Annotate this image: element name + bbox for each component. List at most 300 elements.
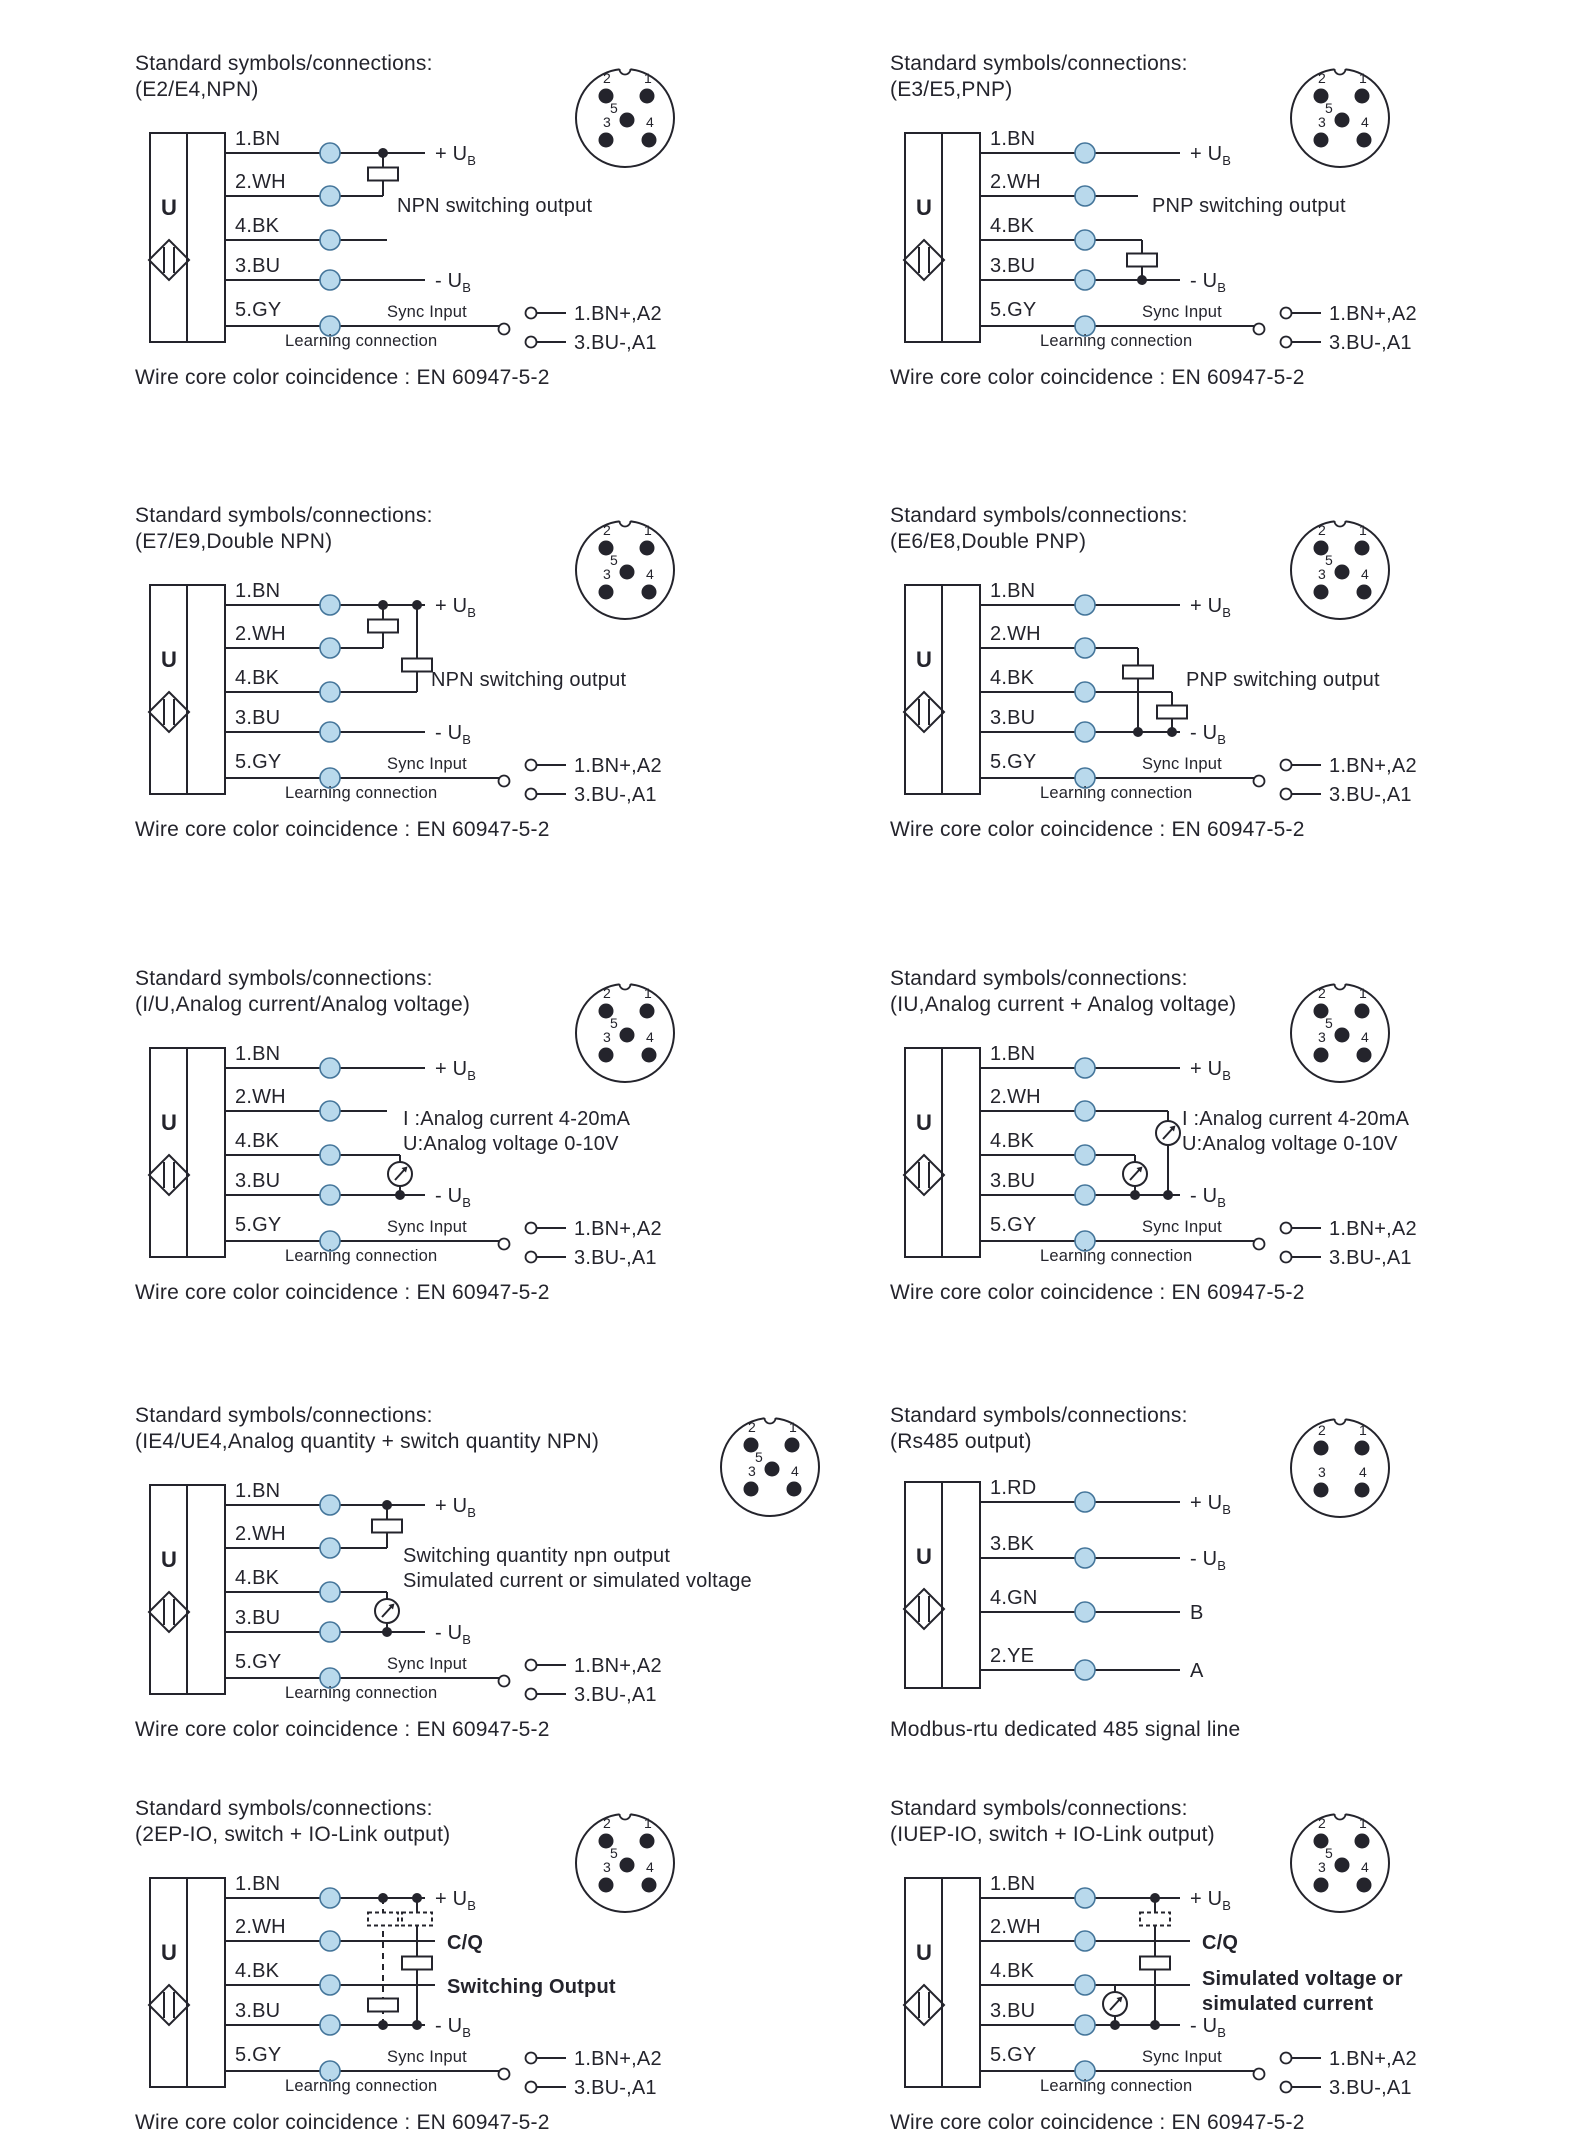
connector-pin (1335, 1028, 1350, 1043)
junction-dot (378, 2020, 388, 2030)
pin-number: 2 (603, 1815, 611, 1831)
panel-subtitle: (Rs485 output) (890, 1430, 1032, 1453)
wire-label: 3.BU (990, 2000, 1036, 2022)
panel-rs485-output (890, 1400, 1587, 1760)
pin-number: 1 (1359, 522, 1367, 538)
resistor (402, 659, 432, 672)
junction-dot (395, 1190, 405, 1200)
annotation: U:Analog voltage 0-10V (1182, 1133, 1398, 1155)
contact-label: 3.BU-,A1 (574, 1247, 657, 1269)
connection-terminal (1075, 143, 1095, 163)
diagram-e6-e8-double-pnp (890, 500, 1587, 860)
junction-dot (412, 600, 422, 610)
sensor-diamond (904, 692, 944, 732)
sensor-diamond (904, 1155, 944, 1195)
sync-end-circle (1254, 2069, 1265, 2080)
wire-label: 4.BK (235, 1130, 280, 1152)
wire-label: 1.BN (990, 128, 1036, 150)
wire-end-label: + $U_B$ (1190, 1492, 1232, 1517)
contact-circle (1281, 1252, 1292, 1263)
junction-dot (412, 1893, 422, 1903)
contact-circle (526, 1660, 537, 1671)
wire-label: 4.BK (235, 667, 280, 689)
pin-number: 5 (1325, 100, 1333, 116)
resistor (1140, 1913, 1170, 1926)
connection-terminal (320, 270, 340, 290)
panel-subtitle: (I/U,Analog current/Analog voltage) (135, 993, 471, 1016)
wire-end-label: + $U_B$ (435, 1888, 477, 1913)
diagram-iuep-io-switch-iolink (890, 1793, 1587, 2153)
contact-circle (526, 308, 537, 319)
wire-label: 4.BK (990, 1960, 1035, 1982)
connection-terminal (1075, 1602, 1095, 1622)
diagram-e3-e5-pnp (890, 48, 1587, 408)
junction-dot (1110, 2020, 1120, 2030)
wire-label: 3.BU (235, 1170, 281, 1192)
connector-pinout (1291, 64, 1389, 168)
wire-label: 2.WH (990, 623, 1041, 645)
sensor-diamond (149, 1592, 189, 1632)
pin-number: 2 (1318, 985, 1326, 1001)
junction-dot (1150, 2020, 1160, 2030)
sync-input-label: Sync Input (387, 1218, 467, 1236)
connector-pin (640, 1004, 655, 1019)
connector-pin (1314, 1441, 1329, 1456)
footer-label: Wire core color coincidence : EN 60947-5-2 (890, 1281, 1305, 1304)
connection-terminal (320, 638, 340, 658)
pin-number: 2 (748, 1419, 756, 1435)
sync-wire-label: 5.GY (235, 2044, 282, 2066)
pin-number: 2 (1318, 1422, 1326, 1438)
panel-subtitle: (E2/E4,NPN) (135, 78, 259, 101)
connection-terminal (320, 1931, 340, 1951)
meter-icon (1123, 1162, 1147, 1186)
panel-e7-e9-double-npn (135, 500, 835, 860)
learning-connection-label: Learning connection (1040, 2077, 1193, 2095)
contact-label: 3.BU-,A1 (1329, 332, 1412, 354)
connection-terminal (1075, 1660, 1095, 1680)
connector-pin (620, 1028, 635, 1043)
learning-connection-label: Learning connection (285, 2077, 438, 2095)
meter-icon (388, 1162, 412, 1186)
sensor-diamond (149, 240, 189, 280)
panel-e3-e5-pnp (890, 48, 1587, 408)
annotation: Simulated current or simulated voltage (403, 1570, 752, 1592)
connection-terminal (320, 1888, 340, 1908)
wire-label: 1.BN (235, 1043, 281, 1065)
connector-pin (640, 541, 655, 556)
panel-title: Standard symbols/connections: (890, 1797, 1188, 1820)
pin-number: 3 (1318, 1029, 1326, 1045)
connection-terminal (1075, 1975, 1095, 1995)
connector-pinout (1291, 1414, 1389, 1518)
connector-pin (1357, 1048, 1372, 1063)
sensor-label: U (915, 195, 933, 220)
pin-number: 4 (646, 1029, 654, 1045)
footer-label: Wire core color coincidence : EN 60947-5-2 (890, 818, 1305, 841)
pin-number: 1 (1359, 1815, 1367, 1831)
wire-label: 2.WH (235, 1916, 286, 1938)
junction-dot (1150, 1893, 1160, 1903)
connection-terminal (1075, 1145, 1095, 1165)
sensor-label: U (160, 1940, 178, 1965)
sync-wire-label: 5.GY (235, 1214, 282, 1236)
contact-label: 1.BN+,A2 (1329, 303, 1417, 325)
connector-pin (640, 1834, 655, 1849)
diagram-2ep-io-switch-iolink (135, 1793, 835, 2153)
connection-terminal (1075, 1185, 1095, 1205)
sensor-diamond (904, 240, 944, 280)
connection-terminal (1075, 230, 1095, 250)
contact-label: 3.BU-,A1 (574, 2077, 657, 2099)
contact-label: 3.BU-,A1 (574, 784, 657, 806)
resistor (402, 1957, 432, 1970)
learning-connection-label: Learning connection (285, 784, 438, 802)
junction-dot (378, 148, 388, 158)
contact-label: 1.BN+,A2 (574, 1218, 662, 1240)
contact-circle (1281, 789, 1292, 800)
wire-end-label: - $U_B$ (435, 1185, 472, 1210)
resistor (1127, 254, 1157, 267)
diagram-rs485-output (890, 1400, 1587, 1760)
connection-terminal (1075, 270, 1095, 290)
sync-input-label: Sync Input (387, 303, 467, 321)
panel-2ep-io-switch-iolink (135, 1793, 835, 2153)
wire-label: 4.BK (235, 1960, 280, 1982)
sync-end-circle (499, 1239, 510, 1250)
connector-pinout (1291, 1809, 1389, 1913)
pin-number: 1 (644, 985, 652, 1001)
wire-end-label: + $U_B$ (1190, 595, 1232, 620)
panel-title: Standard symbols/connections: (135, 1404, 433, 1427)
meter-icon (375, 1599, 399, 1623)
contact-circle (1281, 760, 1292, 771)
wire-end-label: A (1190, 1660, 1204, 1682)
wire-label: 2.WH (235, 1523, 286, 1545)
resistor (372, 1520, 402, 1533)
wire-end-label: + $U_B$ (435, 595, 477, 620)
connector-pin (1314, 585, 1329, 600)
pin-number: 4 (1361, 566, 1369, 582)
sensor-label: U (160, 1547, 178, 1572)
meter-icon (1103, 1992, 1127, 2016)
panel-subtitle: (IUEP-IO, switch + IO-Link output) (890, 1823, 1215, 1846)
sync-input-label: Sync Input (1142, 2048, 1222, 2066)
junction-dot (1163, 1190, 1173, 1200)
wire-end-label: - $U_B$ (1190, 722, 1227, 747)
resistor (368, 1913, 398, 1926)
annotation: Switching Output (447, 1976, 616, 1998)
wire-end-label: - $U_B$ (1190, 270, 1227, 295)
resistor (368, 1999, 398, 2012)
connector-pin (640, 89, 655, 104)
panel-title: Standard symbols/connections: (890, 504, 1188, 527)
connection-terminal (1075, 682, 1095, 702)
wire-end-label: B (1190, 1602, 1204, 1624)
sync-end-circle (1254, 324, 1265, 335)
connector-pin (642, 585, 657, 600)
connection-terminal (1075, 2015, 1095, 2035)
connection-terminal (320, 722, 340, 742)
connector-face (1291, 1419, 1389, 1517)
pin-number: 2 (1318, 1815, 1326, 1831)
pin-number: 4 (791, 1463, 799, 1479)
diagram-i-u-analog-current-voltage (135, 963, 835, 1323)
sync-end-circle (499, 776, 510, 787)
connector-pin (785, 1438, 800, 1453)
connection-terminal (320, 2015, 340, 2035)
contact-circle (526, 337, 537, 348)
connection-terminal (1075, 1548, 1095, 1568)
contact-circle (526, 2053, 537, 2064)
connector-pin (620, 565, 635, 580)
panel-title: Standard symbols/connections: (135, 52, 433, 75)
panel-subtitle: (E6/E8,Double PNP) (890, 530, 1087, 553)
connector-pin (1357, 1878, 1372, 1893)
annotation: C/Q (1202, 1932, 1239, 1954)
pin-number: 3 (603, 1029, 611, 1045)
junction-dot (378, 1893, 388, 1903)
pin-number: 5 (610, 1845, 618, 1861)
wire-label: 4.GN (990, 1587, 1038, 1609)
resistor (368, 620, 398, 633)
sync-end-circle (1254, 776, 1265, 787)
contact-circle (1281, 2082, 1292, 2093)
footer-label: Wire core color coincidence : EN 60947-5-2 (890, 2111, 1305, 2134)
wire-label: 3.BK (990, 1533, 1035, 1555)
wire-label: 4.BK (235, 215, 280, 237)
contact-circle (1281, 308, 1292, 319)
pin-number: 1 (789, 1419, 797, 1435)
pin-number: 2 (1318, 522, 1326, 538)
panel-iuep-io-switch-iolink (890, 1793, 1587, 2153)
connection-terminal (1075, 638, 1095, 658)
contact-circle (526, 1223, 537, 1234)
panel-title: Standard symbols/connections: (890, 967, 1188, 990)
contact-circle (526, 1689, 537, 1700)
wire-label: 1.BN (990, 1043, 1036, 1065)
annotation: U:Analog voltage 0-10V (403, 1133, 619, 1155)
pin-number: 3 (748, 1463, 756, 1479)
sync-input-label: Sync Input (1142, 755, 1222, 773)
wire-label: 2.WH (990, 171, 1041, 193)
wire-label: 3.BU (235, 707, 281, 729)
sync-wire-label: 5.GY (235, 1651, 282, 1673)
pin-number: 3 (1318, 566, 1326, 582)
pin-number: 1 (1359, 70, 1367, 86)
panel-subtitle: (IU,Analog current + Analog voltage) (890, 993, 1237, 1016)
pin-number: 5 (755, 1449, 763, 1465)
connection-terminal (320, 143, 340, 163)
contact-label: 1.BN+,A2 (1329, 755, 1417, 777)
wire-label: 3.BU (235, 2000, 281, 2022)
pin-number: 5 (610, 552, 618, 568)
connector-pin (1355, 89, 1370, 104)
wire-end-label: - $U_B$ (1190, 1548, 1227, 1573)
wire-end-label: - $U_B$ (1190, 1185, 1227, 1210)
panel-title: Standard symbols/connections: (135, 1797, 433, 1820)
contact-label: 1.BN+,A2 (574, 1655, 662, 1677)
wire-end-label: + $U_B$ (435, 1058, 477, 1083)
junction-dot (382, 1500, 392, 1510)
connector-pin (1335, 113, 1350, 128)
diagram-e7-e9-double-npn (135, 500, 835, 860)
learning-connection-label: Learning connection (285, 1684, 438, 1702)
connection-terminal (320, 1538, 340, 1558)
connector-pin (599, 1048, 614, 1063)
wire-label: 3.BU (990, 1170, 1036, 1192)
wire-label: 4.BK (990, 1130, 1035, 1152)
sync-wire-label: 5.GY (990, 751, 1037, 773)
connector-pin (744, 1482, 759, 1497)
contact-label: 3.BU-,A1 (574, 332, 657, 354)
panel-subtitle: (E7/E9,Double NPN) (135, 530, 333, 553)
sensor-diamond (149, 1155, 189, 1195)
connection-terminal (1075, 722, 1095, 742)
contact-label: 3.BU-,A1 (574, 1684, 657, 1706)
sync-input-label: Sync Input (1142, 303, 1222, 321)
connection-terminal (320, 1495, 340, 1515)
connector-pin (1355, 1834, 1370, 1849)
sensor-diamond (904, 1985, 944, 2025)
connector-pin (765, 1462, 780, 1477)
panel-e2-e4-npn (135, 48, 835, 408)
connector-pin (620, 1858, 635, 1873)
sync-wire-label: 5.GY (990, 2044, 1037, 2066)
sensor-label: U (915, 1544, 933, 1569)
pin-number: 5 (610, 100, 618, 116)
contact-label: 3.BU-,A1 (1329, 784, 1412, 806)
annotation: PNP switching output (1186, 669, 1380, 691)
footer-label: Modbus-rtu dedicated 485 signal line (890, 1718, 1241, 1741)
wire-label: 4.BK (990, 215, 1035, 237)
panel-subtitle: (E3/E5,PNP) (890, 78, 1013, 101)
learning-connection-label: Learning connection (1040, 784, 1193, 802)
annotation: I :Analog current 4-20mA (1182, 1108, 1410, 1130)
wire-end-label: - $U_B$ (1190, 2015, 1227, 2040)
contact-label: 1.BN+,A2 (574, 2048, 662, 2070)
pin-number: 1 (644, 1815, 652, 1831)
sync-input-label: Sync Input (387, 2048, 467, 2066)
connector-pin (599, 133, 614, 148)
annotation: C/Q (447, 1932, 484, 1954)
sensor-diamond (904, 1589, 944, 1629)
contact-label: 3.BU-,A1 (1329, 2077, 1412, 2099)
sync-wire-label: 5.GY (235, 299, 282, 321)
sensor-label: U (915, 1110, 933, 1135)
sensor-label: U (160, 647, 178, 672)
wire-label: 1.BN (235, 1873, 281, 1895)
pin-number: 2 (603, 522, 611, 538)
contact-circle (1281, 1223, 1292, 1234)
meter-icon (1156, 1121, 1180, 1145)
panel-title: Standard symbols/connections: (135, 504, 433, 527)
footer-label: Wire core color coincidence : EN 60947-5-2 (135, 2111, 550, 2134)
sensor-label: U (915, 647, 933, 672)
learning-connection-label: Learning connection (1040, 332, 1193, 350)
annotation: I :Analog current 4-20mA (403, 1108, 631, 1130)
contact-circle (526, 789, 537, 800)
connection-terminal (320, 1582, 340, 1602)
pin-number: 5 (1325, 1015, 1333, 1031)
pin-number: 1 (1359, 985, 1367, 1001)
pin-number: 1 (644, 522, 652, 538)
annotation: Switching quantity npn output (403, 1545, 671, 1567)
wire-label: 3.BU (235, 1607, 281, 1629)
connector-pinout (576, 979, 674, 1083)
sync-wire-label: 5.GY (990, 1214, 1037, 1236)
connection-terminal (1075, 595, 1095, 615)
wire-label: 1.BN (235, 1480, 281, 1502)
wire-label: 1.RD (990, 1477, 1037, 1499)
wire-label: 3.BU (990, 707, 1036, 729)
pin-number: 4 (646, 1859, 654, 1875)
panel-ie4-ue4-analog-plus-switch-npn (135, 1400, 835, 1760)
panel-iu-analog-current-plus-voltage (890, 963, 1587, 1323)
connection-terminal (320, 1101, 340, 1121)
wire-end-label: - $U_B$ (435, 1622, 472, 1647)
wire-label: 2.WH (990, 1086, 1041, 1108)
sensor-diamond (149, 1985, 189, 2025)
pin-number: 3 (603, 566, 611, 582)
footer-label: Wire core color coincidence : EN 60947-5-2 (890, 366, 1305, 389)
learning-connection-label: Learning connection (1040, 1247, 1193, 1265)
annotation: NPN switching output (397, 195, 593, 217)
diagram-e2-e4-npn (135, 48, 835, 408)
sync-input-label: Sync Input (387, 755, 467, 773)
connection-terminal (320, 1975, 340, 1995)
pin-number: 4 (1361, 114, 1369, 130)
panel-title: Standard symbols/connections: (135, 967, 433, 990)
sensor-label: U (160, 195, 178, 220)
contact-circle (1281, 2053, 1292, 2064)
panel-e6-e8-double-pnp (890, 500, 1587, 860)
wire-label: 1.BN (990, 580, 1036, 602)
connector-pinout (576, 64, 674, 168)
footer-label: Wire core color coincidence : EN 60947-5-2 (135, 818, 550, 841)
connection-terminal (1075, 1101, 1095, 1121)
junction-dot (1133, 727, 1143, 737)
connector-pinout (1291, 979, 1389, 1083)
connection-terminal (1075, 1888, 1095, 1908)
sync-end-circle (499, 324, 510, 335)
connector-pin (1355, 1483, 1370, 1498)
wire-label: 1.BN (235, 580, 281, 602)
resistor (402, 1913, 432, 1926)
connector-pin (642, 1878, 657, 1893)
pin-number: 3 (1318, 1464, 1326, 1480)
pin-number: 3 (603, 114, 611, 130)
connector-pinout (576, 1809, 674, 1913)
connector-pin (1357, 133, 1372, 148)
contact-circle (1281, 337, 1292, 348)
connection-terminal (1075, 1931, 1095, 1951)
resistor (1123, 666, 1153, 679)
pin-number: 5 (1325, 1845, 1333, 1861)
sensor-diamond (149, 692, 189, 732)
connector-pin (1335, 565, 1350, 580)
connector-pin (1355, 541, 1370, 556)
sync-wire-label: 5.GY (990, 299, 1037, 321)
pin-number: 4 (646, 114, 654, 130)
footer-label: Wire core color coincidence : EN 60947-5-2 (135, 1718, 550, 1741)
pin-number: 4 (646, 566, 654, 582)
pin-number: 3 (1318, 1859, 1326, 1875)
junction-dot (1137, 275, 1147, 285)
wire-end-label: + $U_B$ (435, 143, 477, 168)
pin-number: 4 (1361, 1029, 1369, 1045)
connector-pinout (576, 516, 674, 620)
